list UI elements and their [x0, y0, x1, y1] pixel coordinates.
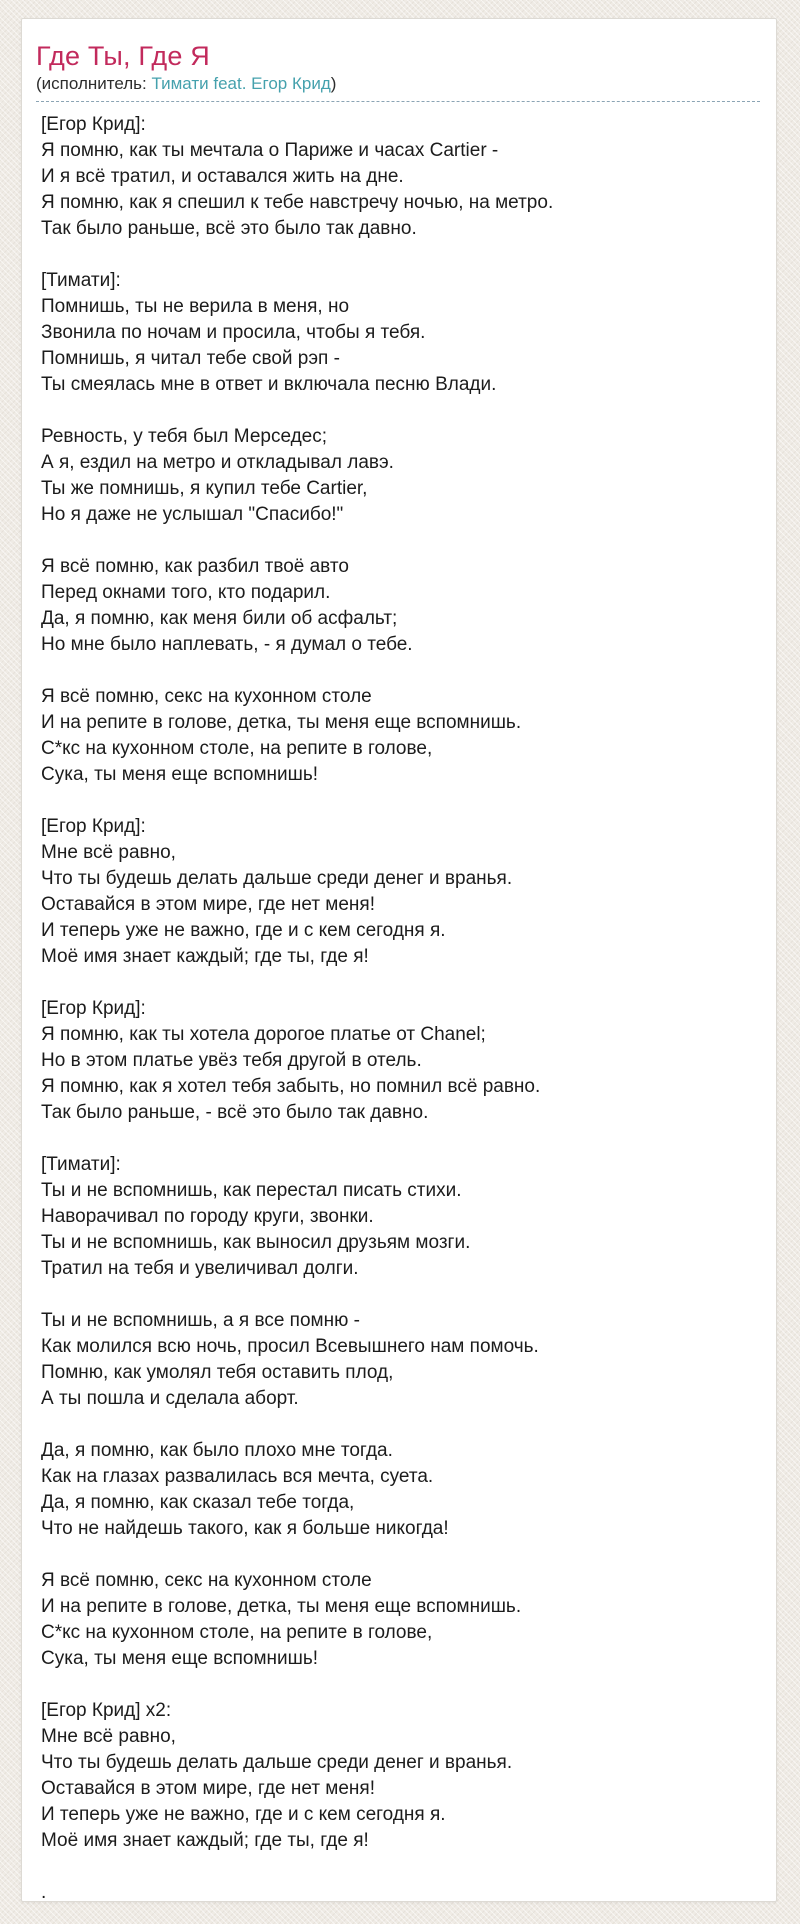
lyric-line: Ты и не вспомнишь, как выносил друзьям мозги.	[41, 1232, 471, 1253]
lyric-line: [Егор Крид]:	[41, 114, 146, 135]
lyric-line: Но я даже не услышал "Спасибо!"	[41, 504, 344, 525]
lyric-line: Ты же помнишь, я купил тебе Cartier,	[41, 478, 368, 499]
lyric-line: С*кс на кухонном столе, на репите в голове,	[41, 1622, 433, 1643]
lyric-line: Я помню, как ты хотела дорогое платье от Chanel;	[41, 1024, 486, 1045]
lyric-line: Мне всё равно,	[41, 842, 176, 863]
lyric-line: Что не найдешь такого, как я больше никогда!	[41, 1518, 449, 1539]
lyric-line: Да, я помню, как было плохо мне тогда.	[41, 1440, 393, 1461]
lyric-line: [Егор Крид] x2:	[41, 1700, 172, 1721]
stanza	[41, 112, 758, 242]
lyric-line: Я помню, как я хотел тебя забыть, но помнил всё равно.	[41, 1076, 541, 1097]
stanza	[41, 1568, 758, 1672]
artist-line	[36, 73, 758, 95]
lyric-line: И теперь уже не важно, где и с кем сегодня я.	[41, 920, 446, 941]
lyric-line: Ты и не вспомнишь, а я все помню -	[41, 1310, 360, 1331]
stanza	[41, 554, 758, 658]
lyric-line: Мне всё равно,	[41, 1726, 176, 1747]
lyric-line: И теперь уже не важно, где и с кем сегодня я.	[41, 1804, 446, 1825]
artist-line-prefix: (исполнитель:	[36, 74, 152, 93]
stanza	[41, 1152, 758, 1282]
lyric-line: Так было раньше, - всё это было так давно.	[41, 1102, 429, 1123]
stanza	[41, 424, 758, 528]
lyric-line: Как на глазах развалилась вся мечта, суета.	[41, 1466, 434, 1487]
lyric-line: Да, я помню, как меня били об асфальт;	[41, 608, 398, 629]
lyric-line: И я всё тратил, и оставался жить на дне.	[41, 166, 404, 187]
stanza	[41, 1308, 758, 1412]
lyric-line: Да, я помню, как сказал тебе тогда,	[41, 1492, 355, 1513]
dotted-separator	[36, 101, 760, 102]
lyric-line: Моё имя знает каждый; где ты, где я!	[41, 946, 369, 967]
lyric-line: Оставайся в этом мире, где нет меня!	[41, 894, 375, 915]
lyrics-body	[36, 112, 758, 1902]
lyric-line: Помню, как умолял тебя оставить плод,	[41, 1362, 394, 1383]
artist-line-suffix: )	[330, 74, 337, 93]
lyric-line: Но мне было наплевать, - я думал о тебе.	[41, 634, 413, 655]
lyric-line: Помнишь, ты не верила в меня, но	[41, 296, 350, 317]
stanza	[41, 1698, 758, 1854]
lyrics-card	[21, 18, 777, 1902]
lyric-line: Как молился всю ночь, просил Всевышнего нам помочь.	[41, 1336, 539, 1357]
stanza	[41, 268, 758, 398]
lyric-line: Что ты будешь делать дальше среди денег и вранья.	[41, 1752, 513, 1773]
lyric-line: Так было раньше, всё это было так давно.	[41, 218, 417, 239]
lyric-line: Я помню, как я спешил к тебе навстречу ночью, на метро.	[41, 192, 554, 213]
lyric-line: [Тимати]:	[41, 1154, 121, 1175]
lyric-line: А я, ездил на метро и откладывал лавэ.	[41, 452, 394, 473]
lyric-line: Что ты будешь делать дальше среди денег и вранья.	[41, 868, 513, 889]
lyric-line: Сука, ты меня еще вспомнишь!	[41, 764, 319, 785]
lyric-line: Я помню, как ты мечтала о Париже и часах Cartier -	[41, 140, 499, 161]
lyric-line: Ревность, у тебя был Мерседес;	[41, 426, 328, 447]
lyric-line: Наворачивал по городу круги, звонки.	[41, 1206, 374, 1227]
stanza	[41, 996, 758, 1126]
lyric-line: С*кс на кухонном столе, на репите в голове,	[41, 738, 433, 759]
stanza	[41, 1880, 758, 1902]
lyric-line: [Егор Крид]:	[41, 998, 146, 1019]
lyric-line: Оставайся в этом мире, где нет меня!	[41, 1778, 375, 1799]
lyric-line: Сука, ты меня еще вспомнишь!	[41, 1648, 319, 1669]
stanza	[41, 684, 758, 788]
lyric-line: [Егор Крид]:	[41, 816, 146, 837]
lyric-line: .	[41, 1882, 47, 1902]
lyric-line: И на репите в голове, детка, ты меня еще вспомнишь.	[41, 712, 522, 733]
lyric-line: А ты пошла и сделала аборт.	[41, 1388, 299, 1409]
lyric-line: Помнишь, я читал тебе свой рэп -	[41, 348, 340, 369]
stanza	[41, 814, 758, 970]
lyric-line: Я всё помню, секс на кухонном столе	[41, 1570, 372, 1591]
lyric-line: Ты и не вспомнишь, как перестал писать стихи.	[41, 1180, 462, 1201]
stanza	[41, 1438, 758, 1542]
lyric-line: И на репите в голове, детка, ты меня еще вспомнишь.	[41, 1596, 522, 1617]
lyric-line: Ты смеялась мне в ответ и включала песню Влади.	[41, 374, 497, 395]
lyric-line: Тратил на тебя и увеличивал долги.	[41, 1258, 359, 1279]
lyric-line: [Тимати]:	[41, 270, 121, 291]
artist-link[interactable]: Тимати feat. Егор Крид	[151, 74, 331, 93]
lyric-line: Но в этом платье увёз тебя другой в отель.	[41, 1050, 422, 1071]
lyric-line: Звонила по ночам и просила, чтобы я тебя.	[41, 322, 426, 343]
song-title: Где Ты, Где Я	[36, 41, 210, 71]
lyric-line: Я всё помню, как разбил твоё авто	[41, 556, 349, 577]
lyric-line: Перед окнами того, кто подарил.	[41, 582, 331, 603]
lyric-line: Моё имя знает каждый; где ты, где я!	[41, 1830, 369, 1851]
lyric-line: Я всё помню, секс на кухонном столе	[41, 686, 372, 707]
